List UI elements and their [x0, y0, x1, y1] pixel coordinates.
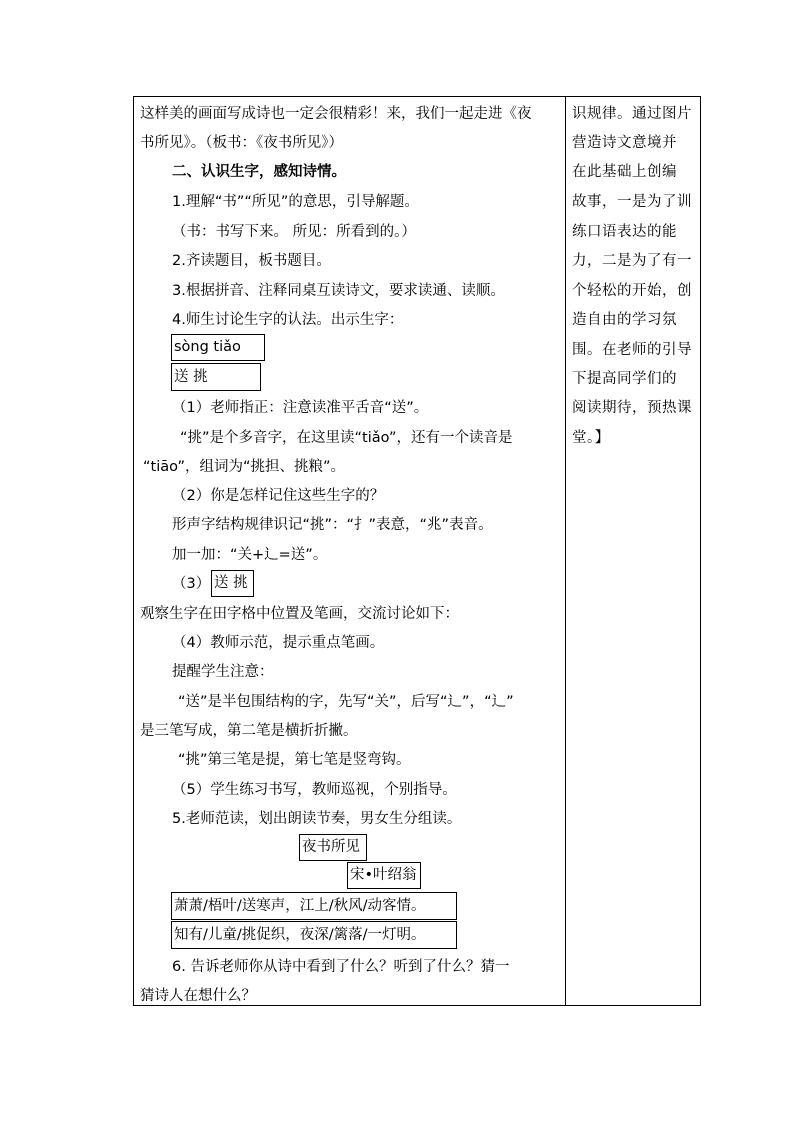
poem-line-box: 知有/儿童/挑促织，夜深/篱落/一灯明。 [171, 921, 457, 949]
text-line: “送”是半包围结构的字，先写“关”，后写“辶”，“辶” [178, 694, 514, 710]
text-line: 识规律。通过图片 [572, 106, 692, 122]
text-line: （2）你是怎样记住这些生字的？ [172, 488, 385, 504]
new-characters-box: 送 挑 [171, 363, 261, 391]
text-line: 书所见》。（板书：《夜书所见》） [140, 135, 343, 151]
text-line: 形声字结构规律识记“挑”：“扌”表意，“兆”表音。 [172, 517, 493, 533]
poem-title-box: 夜书所见 [299, 834, 367, 861]
text-line: 造自由的学习氛 [572, 312, 677, 328]
text-line: 3.根据拼音、注释同桌互读诗文，要求读通、读顺。 [172, 283, 505, 299]
poem-line-box: 萧萧/梧叶/送寒声，江上/秋风/动客情。 [171, 892, 457, 920]
text-line: 围。在老师的引导 [572, 342, 692, 358]
text-line: 5.老师范读，划出朗读节奏，男女生分组读。 [172, 811, 462, 827]
text-line: “挑”是个多音字，在这里读“tiǎo”，还有一个读音是 [180, 430, 513, 446]
text-line: 观察生字在田字格中位置及笔画，交流讨论如下： [140, 606, 459, 622]
text-line: 6. 告诉老师你从诗中看到了什么？听到了什么？猜一 [172, 959, 510, 975]
text-line: （5）学生练习书写，教师巡视，个别指导。 [172, 782, 457, 798]
characters-box: 送 挑 [211, 570, 254, 597]
text-line: “tiāo”，组词为“挑担、挑粮”。 [143, 459, 346, 475]
text-line: （3） [172, 576, 211, 592]
text-line: 堂。】 [572, 430, 610, 446]
text-line: 力，二是为了有一 [572, 253, 692, 269]
text-line: 营造诗文意境并 [572, 135, 677, 151]
text-line: 在此基础上创编 [572, 164, 677, 180]
text-line: 1.理解“书”“所见”的意思，引导解题。 [172, 194, 419, 210]
text-line: （书：书写下来。 所见：所看到的。） [172, 224, 416, 240]
text-line: 4.师生讨论生字的认法。出示生字： [172, 312, 404, 328]
text-line: 这样美的画面写成诗也一定会很精彩！来，我们一起走进《夜 [140, 106, 532, 122]
text-line: （4）教师示范，提示重点笔画。 [172, 635, 385, 651]
text-line: 猜诗人在想什么？ [140, 988, 256, 1004]
text-line: 练口语表达的能 [572, 224, 677, 240]
text-line: （1）老师指正：注意读准平舌音“送”。 [172, 400, 429, 416]
text-line: 2.齐读题目，板书题目。 [172, 253, 331, 269]
text-line: 提醒学生注意： [172, 664, 274, 680]
column-divider [565, 96, 566, 1006]
text-line: “挑”第三笔是提，第七笔是竖弯钩。 [178, 752, 411, 768]
text-line: 个轻松的开始，创 [572, 283, 692, 299]
text-line: 是三笔写成，第二笔是横折折撇。 [140, 723, 358, 739]
pinyin-box: sòng tiǎo [171, 334, 265, 361]
poem-author-box: 宋•叶绍翁 [347, 862, 421, 889]
section-heading: 二、认识生字，感知诗情。 [172, 164, 346, 180]
text-line: 加一加：“关+辶=送”。 [172, 547, 328, 563]
text-line: 阅读期待，预热课 [572, 400, 692, 416]
text-line: 故事，一是为了训 [572, 194, 692, 210]
text-line: 下提高同学们的 [572, 371, 677, 387]
